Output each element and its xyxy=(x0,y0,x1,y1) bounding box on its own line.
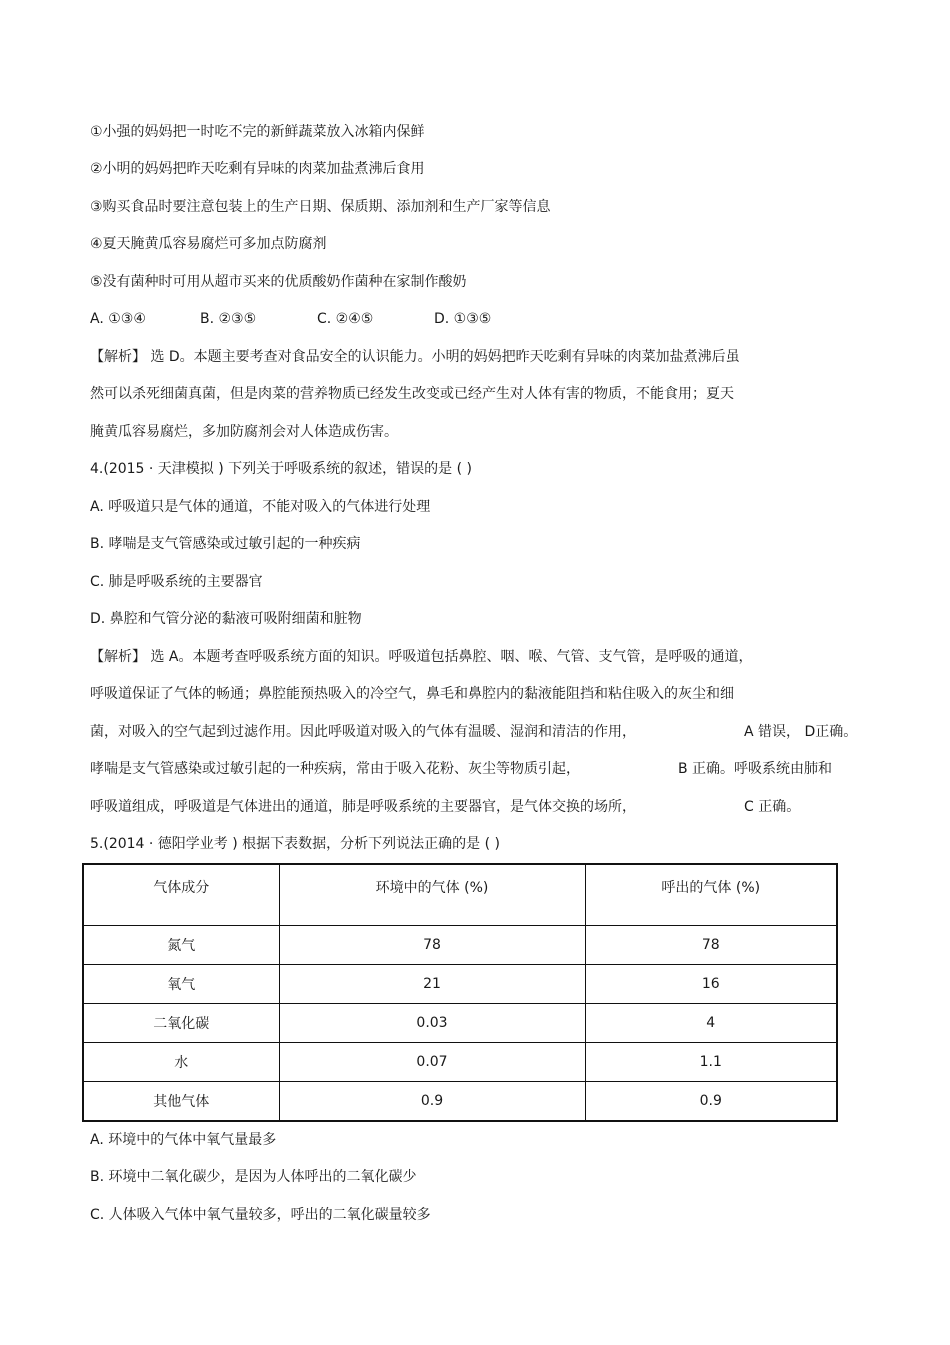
q4-analysis-line-4: 哮喘是支气管感染或过敏引起的一种疾病，常由于吸入花粉、灰尘等物质引起， xyxy=(90,761,580,777)
q3-item-2: ②小明的妈妈把昨天吃剩有异味的肉菜加盐煮沸后食用 xyxy=(90,161,425,177)
table-row xyxy=(83,1004,837,1043)
q3-item-1: ①小强的妈妈把一时吃不完的新鲜蔬菜放入冰箱内保鲜 xyxy=(90,124,425,140)
table-cell: 16 xyxy=(585,965,837,1004)
q5-option-c: C. 人体吸入气体中氧气量较多，呼出的二氧化碳量较多 xyxy=(90,1207,431,1223)
table-row xyxy=(83,1082,837,1122)
table-header-row xyxy=(83,864,837,926)
table-cell: 水 xyxy=(83,1043,279,1082)
q5-option-a: A. 环境中的气体中氧气量最多 xyxy=(90,1132,277,1148)
q4-analysis-line-3-end: A 错误， D正确。 xyxy=(744,724,858,740)
table-cell: 78 xyxy=(585,926,837,965)
table-cell: 其他气体 xyxy=(83,1082,279,1122)
table-cell: 1.1 xyxy=(585,1043,837,1082)
q4-analysis-line-4-end: B 正确。呼吸系统由肺和 xyxy=(678,761,833,777)
table-cell: 0.07 xyxy=(279,1043,585,1082)
header-gas-component: 气体成分 xyxy=(83,864,279,926)
table-cell: 二氧化碳 xyxy=(83,1004,279,1043)
q3-analysis-line-3: 腌黄瓜容易腐烂，多加防腐剂会对人体造成伤害。 xyxy=(90,424,398,440)
table-cell: 0.03 xyxy=(279,1004,585,1043)
q3-analysis-line-1: 【解析】 选 D。本题主要考查对食品安全的认识能力。小明的妈妈把昨天吃剩有异味的肉菜加盐煮沸后虽 xyxy=(90,349,740,365)
q4-analysis-line-3: 菌，对吸入的空气起到过滤作用。因此呼吸道对吸入的气体有温暖、湿润和清洁的作用， xyxy=(90,724,636,740)
q4-option-b: B. 哮喘是支气管感染或过敏引起的一种疾病 xyxy=(90,536,361,552)
header-ambient-gas: 环境中的气体 (%) xyxy=(279,864,585,926)
table-cell: 0.9 xyxy=(279,1082,585,1122)
q4-analysis-line-5: 呼吸道组成，呼吸道是气体进出的通道，肺是呼吸系统的主要器官，是气体交换的场所， xyxy=(90,799,636,815)
q3-option-c: C. ②④⑤ xyxy=(317,311,374,327)
table-cell: 0.9 xyxy=(585,1082,837,1122)
table-cell: 4 xyxy=(585,1004,837,1043)
q3-item-3: ③购买食品时要注意包装上的生产日期、保质期、添加剂和生产厂家等信息 xyxy=(90,199,551,215)
q4-analysis-line-5-end: C 正确。 xyxy=(744,799,801,815)
q3-item-5: ⑤没有菌种时可用从超市买来的优质酸奶作菌种在家制作酸奶 xyxy=(90,274,467,290)
table-cell: 21 xyxy=(279,965,585,1004)
table-row xyxy=(83,965,837,1004)
table-cell: 氮气 xyxy=(83,926,279,965)
q4-analysis-line-1: 【解析】 选 A。本题考查呼吸系统方面的知识。呼吸道包括鼻腔、咽、喉、气管、支气管，是呼吸的通道， xyxy=(90,649,753,665)
q5-option-b: B. 环境中二氧化碳少，是因为人体呼出的二氧化碳少 xyxy=(90,1169,417,1185)
q4-option-a: A. 呼吸道只是气体的通道，不能对吸入的气体进行处理 xyxy=(90,499,431,515)
header-exhaled-gas: 呼出的气体 (%) xyxy=(585,864,837,926)
q4-option-c: C. 肺是呼吸系统的主要器官 xyxy=(90,574,263,590)
q3-item-4: ④夏天腌黄瓜容易腐烂可多加点防腐剂 xyxy=(90,236,327,252)
gas-composition-table xyxy=(82,863,838,1122)
q3-option-d: D. ①③⑤ xyxy=(434,311,492,327)
q3-option-a: A. ①③④ xyxy=(90,311,146,327)
q3-analysis-line-2: 然可以杀死细菌真菌，但是肉菜的营养物质已经发生改变或已经产生对人体有害的物质，不能食用；夏天 xyxy=(90,386,734,402)
q4-option-d: D. 鼻腔和气管分泌的黏液可吸附细菌和脏物 xyxy=(90,611,362,627)
q5-stem: 5.(2014 · 德阳学业考 ) 根据下表数据，分析下列说法正确的是 ( ) xyxy=(90,836,500,852)
q4-analysis-line-2: 呼吸道保证了气体的畅通；鼻腔能预热吸入的冷空气，鼻毛和鼻腔内的黏液能阻挡和粘住吸入的灰尘和细 xyxy=(90,686,734,702)
q4-stem: 4.(2015 · 天津模拟 ) 下列关于呼吸系统的叙述，错误的是 ( ) xyxy=(90,461,472,477)
table-row xyxy=(83,926,837,965)
q3-option-b: B. ②③⑤ xyxy=(200,311,257,327)
table-cell: 氧气 xyxy=(83,965,279,1004)
table-row xyxy=(83,1043,837,1082)
table-cell: 78 xyxy=(279,926,585,965)
